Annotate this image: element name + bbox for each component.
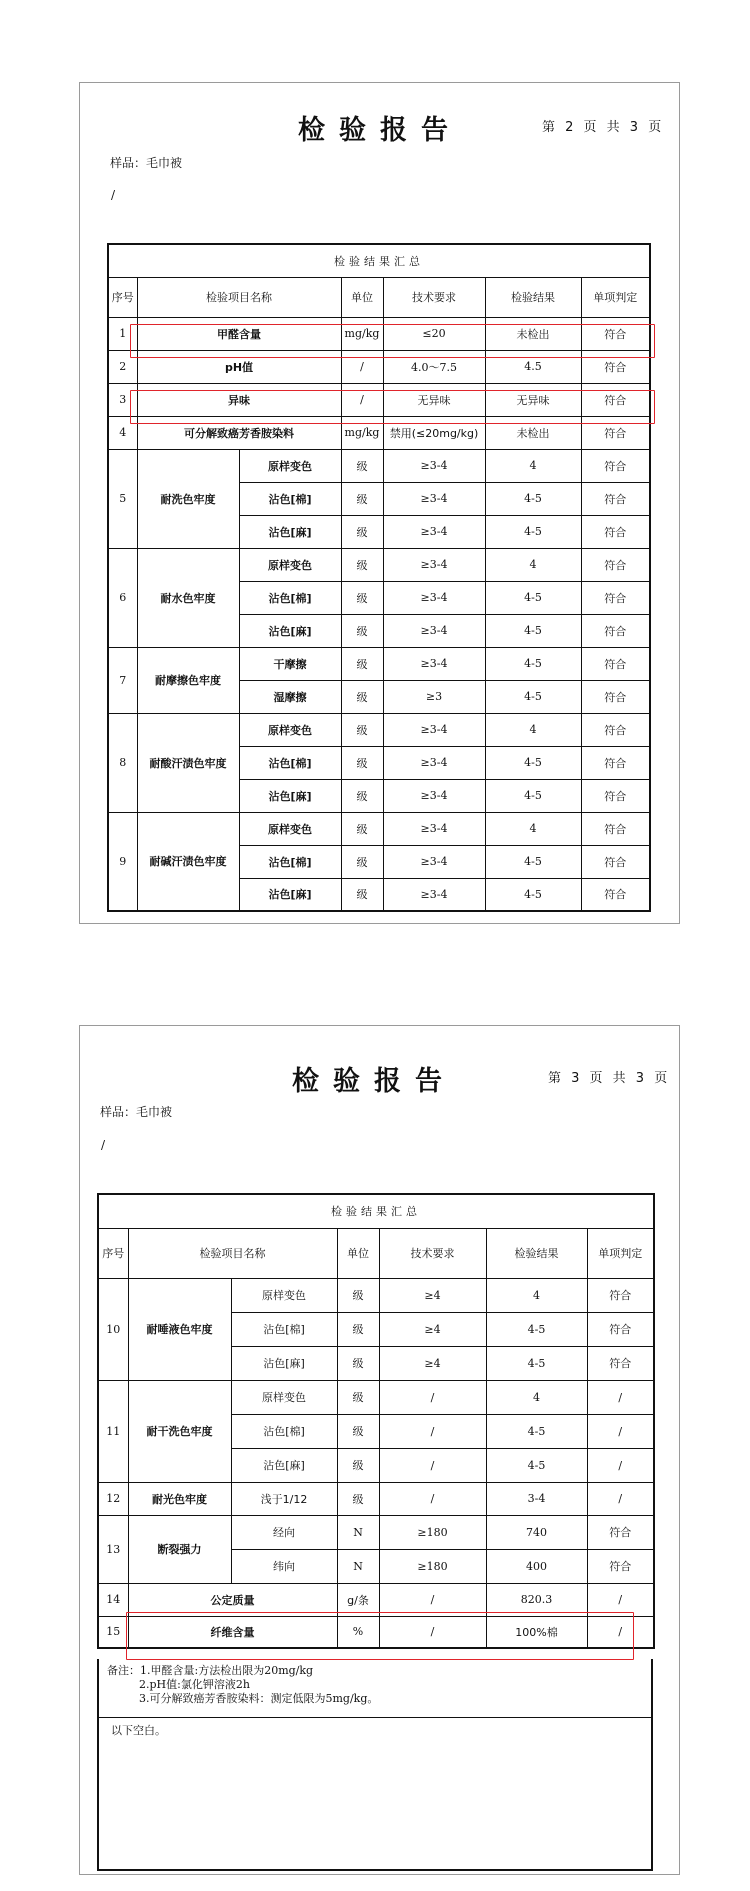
sample-slash: /: [111, 188, 116, 202]
row-item: 公定质量: [128, 1583, 337, 1616]
row-unit: 级: [337, 1414, 379, 1448]
row-unit: 级: [337, 1380, 379, 1414]
page-number: 第 2 页 共 3 页: [542, 120, 665, 135]
row-unit: 级: [341, 845, 383, 878]
col-header-unit: 单位: [341, 277, 383, 317]
row-verdict: 符合: [581, 383, 650, 416]
row-result: 4-5: [485, 845, 581, 878]
row-result: 4-5: [485, 878, 581, 911]
row-unit: 级: [337, 1482, 379, 1515]
row-verdict: 符合: [581, 779, 650, 812]
row-unit: 级: [341, 614, 383, 647]
row-unit: 级: [337, 1312, 379, 1346]
row-result: 400: [486, 1549, 587, 1583]
group-no: 7: [108, 647, 137, 713]
col-header-requirement: 技术要求: [383, 277, 485, 317]
row-requirement: ≥3-4: [383, 548, 485, 581]
row-requirement: ≥4: [379, 1312, 486, 1346]
group-no: 9: [108, 812, 137, 911]
row-requirement: 无异味: [383, 383, 485, 416]
row-unit: 级: [341, 878, 383, 911]
row-requirement: ≥3-4: [383, 449, 485, 482]
group-no: 13: [98, 1515, 128, 1583]
sub-item: 干摩擦: [239, 647, 341, 680]
sub-item: 原样变色: [239, 713, 341, 746]
row-verdict: 符合: [581, 812, 650, 845]
col-header-verdict: 单项判定: [581, 277, 650, 317]
row-result: 4-5: [486, 1346, 587, 1380]
table-row: [98, 1482, 654, 1515]
row-requirement: ≥3-4: [383, 713, 485, 746]
table-row: [108, 350, 650, 383]
row-requirement: /: [379, 1414, 486, 1448]
row-requirement: ≥3-4: [383, 845, 485, 878]
group-name: 断裂强力: [128, 1515, 231, 1583]
row-unit: 级: [341, 779, 383, 812]
table-row: [98, 1278, 654, 1312]
sub-item: 原样变色: [239, 548, 341, 581]
row-requirement: ≥3-4: [383, 746, 485, 779]
table-row: [108, 449, 650, 482]
row-requirement: ≥180: [379, 1515, 486, 1549]
group-name: 耐干洗色牢度: [128, 1380, 231, 1482]
sub-item: 原样变色: [231, 1380, 337, 1414]
report-title: 检验报告: [298, 115, 462, 146]
table-row: [108, 548, 650, 581]
group-name: 耐水色牢度: [137, 548, 239, 647]
sample-name: 样品：毛巾被: [110, 156, 183, 170]
col-header-item: 检验项目名称: [128, 1228, 337, 1278]
table-row: [108, 317, 650, 350]
table-row: [98, 1380, 654, 1414]
row-result: 4: [486, 1278, 587, 1312]
row-result: 未检出: [485, 317, 581, 350]
row-item: 甲醛含量: [137, 317, 341, 350]
table-caption: 检验结果汇总: [108, 244, 650, 277]
row-result: 820.3: [486, 1583, 587, 1616]
table-row: [108, 416, 650, 449]
row-verdict: 符合: [581, 680, 650, 713]
group-no: 12: [98, 1482, 128, 1515]
row-requirement: /: [379, 1616, 486, 1648]
row-verdict: 符合: [587, 1312, 654, 1346]
row-unit: %: [337, 1616, 379, 1648]
row-no: 1: [108, 317, 137, 350]
row-result: 4: [485, 449, 581, 482]
row-requirement: 禁用(≤20mg/kg): [383, 416, 485, 449]
row-verdict: 符合: [587, 1278, 654, 1312]
table-row: [98, 1616, 654, 1648]
col-header-requirement: 技术要求: [379, 1228, 486, 1278]
col-header-item: 检验项目名称: [137, 277, 341, 317]
row-result: 4-5: [485, 515, 581, 548]
row-unit: /: [341, 383, 383, 416]
row-verdict: 符合: [581, 317, 650, 350]
row-requirement: ≥3-4: [383, 482, 485, 515]
row-verdict: /: [587, 1448, 654, 1482]
row-result: 100%棉: [486, 1616, 587, 1648]
row-verdict: 符合: [581, 878, 650, 911]
sub-item: 原样变色: [231, 1278, 337, 1312]
row-unit: 级: [341, 647, 383, 680]
row-verdict: /: [587, 1482, 654, 1515]
table-row: [108, 383, 650, 416]
row-result: 4.5: [485, 350, 581, 383]
row-verdict: 符合: [581, 746, 650, 779]
sub-item: 经向: [231, 1515, 337, 1549]
col-header-result: 检验结果: [486, 1228, 587, 1278]
row-result: 4-5: [485, 482, 581, 515]
row-requirement: /: [379, 1448, 486, 1482]
report-title: 检验报告: [292, 1066, 456, 1097]
row-result: 4-5: [485, 614, 581, 647]
row-requirement: /: [379, 1482, 486, 1515]
row-verdict: 符合: [587, 1346, 654, 1380]
row-requirement: ≥3-4: [383, 878, 485, 911]
row-unit: mg/kg: [341, 317, 383, 350]
row-no: 2: [108, 350, 137, 383]
row-requirement: ≥4: [379, 1346, 486, 1380]
row-verdict: 符合: [581, 647, 650, 680]
row-item: 可分解致癌芳香胺染料: [137, 416, 341, 449]
row-verdict: 符合: [581, 449, 650, 482]
group-name: 耐唾液色牢度: [128, 1278, 231, 1380]
note-line-3: 3.可分解致癌芳香胺染料：测定低限为5mg/kg。: [139, 1692, 379, 1705]
row-result: 4-5: [485, 581, 581, 614]
row-item: pH值: [137, 350, 341, 383]
row-requirement: ≥3-4: [383, 515, 485, 548]
row-unit: 级: [341, 548, 383, 581]
note-line-1: 备注：1.甲醛含量:方法检出限为20mg/kg: [107, 1664, 314, 1677]
sub-item: 沾色[麻]: [239, 779, 341, 812]
row-unit: 级: [341, 746, 383, 779]
table-row: [108, 713, 650, 746]
row-verdict: 符合: [581, 416, 650, 449]
row-verdict: 符合: [581, 548, 650, 581]
row-requirement: ≥3-4: [383, 779, 485, 812]
row-unit: N: [337, 1549, 379, 1583]
row-unit: 级: [341, 680, 383, 713]
row-result: 4-5: [485, 746, 581, 779]
row-unit: /: [341, 350, 383, 383]
sub-item: 沾色[棉]: [239, 746, 341, 779]
group-name: 耐碱汗渍色牢度: [137, 812, 239, 911]
row-result: 4: [486, 1380, 587, 1414]
row-result: 4: [485, 548, 581, 581]
row-requirement: ≤20: [383, 317, 485, 350]
row-unit: 级: [341, 713, 383, 746]
sample-slash: /: [101, 1138, 106, 1152]
row-no: 4: [108, 416, 137, 449]
row-result: 4-5: [485, 680, 581, 713]
row-unit: mg/kg: [341, 416, 383, 449]
row-no: 3: [108, 383, 137, 416]
sub-item: 沾色[棉]: [239, 581, 341, 614]
table-row: [98, 1515, 654, 1549]
row-result: 740: [486, 1515, 587, 1549]
row-unit: 级: [341, 812, 383, 845]
row-unit: 级: [341, 449, 383, 482]
row-result: 未检出: [485, 416, 581, 449]
sub-item: 沾色[棉]: [239, 482, 341, 515]
sub-item: 沾色[棉]: [231, 1414, 337, 1448]
col-header-no: 序号: [98, 1228, 128, 1278]
row-result: 4-5: [486, 1448, 587, 1482]
group-name: 耐光色牢度: [128, 1482, 231, 1515]
row-unit: 级: [337, 1278, 379, 1312]
notes-divider: [99, 1717, 651, 1718]
group-no: 8: [108, 713, 137, 812]
table-row: [108, 647, 650, 680]
table-row: [108, 812, 650, 845]
row-no: 15: [98, 1616, 128, 1648]
row-verdict: 符合: [581, 515, 650, 548]
row-requirement: ≥180: [379, 1549, 486, 1583]
row-verdict: /: [587, 1616, 654, 1648]
row-unit: 级: [337, 1346, 379, 1380]
sub-item: 沾色[麻]: [239, 515, 341, 548]
row-requirement: ≥4: [379, 1278, 486, 1312]
results-table: [97, 1193, 655, 1649]
page-number: 第 3 页 共 3 页: [548, 1071, 671, 1086]
group-name: 耐酸汗渍色牢度: [137, 713, 239, 812]
row-result: 4-5: [485, 779, 581, 812]
row-verdict: 符合: [581, 482, 650, 515]
row-result: 无异味: [485, 383, 581, 416]
row-verdict: 符合: [587, 1549, 654, 1583]
row-unit: 级: [341, 515, 383, 548]
row-result: 4-5: [486, 1414, 587, 1448]
row-verdict: /: [587, 1583, 654, 1616]
col-header-unit: 单位: [337, 1228, 379, 1278]
row-requirement: ≥3-4: [383, 812, 485, 845]
row-verdict: 符合: [581, 614, 650, 647]
row-requirement: 4.0～7.5: [383, 350, 485, 383]
group-no: 10: [98, 1278, 128, 1380]
sub-item: 原样变色: [239, 449, 341, 482]
sub-item: 浅于1/12: [231, 1482, 337, 1515]
row-verdict: /: [587, 1414, 654, 1448]
sub-item: 纬向: [231, 1549, 337, 1583]
sub-item: 湿摩擦: [239, 680, 341, 713]
row-verdict: 符合: [581, 713, 650, 746]
table-row: [98, 1583, 654, 1616]
group-no: 11: [98, 1380, 128, 1482]
row-unit: g/条: [337, 1583, 379, 1616]
blank-statement: 以下空白。: [111, 1724, 166, 1737]
col-header-no: 序号: [108, 277, 137, 317]
results-table: [107, 243, 651, 912]
row-unit: 级: [341, 581, 383, 614]
group-name: 耐摩擦色牢度: [137, 647, 239, 713]
col-header-verdict: 单项判定: [587, 1228, 654, 1278]
sample-name: 样品：毛巾被: [100, 1105, 173, 1119]
sub-item: 原样变色: [239, 812, 341, 845]
row-unit: N: [337, 1515, 379, 1549]
sub-item: 沾色[棉]: [231, 1312, 337, 1346]
row-verdict: 符合: [581, 845, 650, 878]
row-requirement: /: [379, 1380, 486, 1414]
sub-item: 沾色[麻]: [239, 878, 341, 911]
note-line-2: 2.pH值:氯化钾溶液2h: [139, 1678, 250, 1691]
row-item: 纤维含量: [128, 1616, 337, 1648]
sub-item: 沾色[麻]: [231, 1448, 337, 1482]
row-requirement: ≥3: [383, 680, 485, 713]
group-name: 耐洗色牢度: [137, 449, 239, 548]
group-no: 6: [108, 548, 137, 647]
row-unit: 级: [341, 482, 383, 515]
row-requirement: ≥3-4: [383, 647, 485, 680]
sub-item: 沾色[麻]: [231, 1346, 337, 1380]
row-verdict: 符合: [581, 581, 650, 614]
row-result: 3-4: [486, 1482, 587, 1515]
row-requirement: ≥3-4: [383, 581, 485, 614]
sub-item: 沾色[棉]: [239, 845, 341, 878]
row-verdict: 符合: [587, 1515, 654, 1549]
sub-item: 沾色[麻]: [239, 614, 341, 647]
group-no: 5: [108, 449, 137, 548]
row-result: 4: [485, 713, 581, 746]
table-caption: 检验结果汇总: [98, 1194, 654, 1228]
row-no: 14: [98, 1583, 128, 1616]
row-result: 4-5: [485, 647, 581, 680]
col-header-result: 检验结果: [485, 277, 581, 317]
row-unit: 级: [337, 1448, 379, 1482]
row-verdict: /: [587, 1380, 654, 1414]
row-item: 异味: [137, 383, 341, 416]
row-requirement: ≥3-4: [383, 614, 485, 647]
row-result: 4-5: [486, 1312, 587, 1346]
row-requirement: /: [379, 1583, 486, 1616]
row-verdict: 符合: [581, 350, 650, 383]
notes-section: [97, 1659, 653, 1871]
row-result: 4: [485, 812, 581, 845]
